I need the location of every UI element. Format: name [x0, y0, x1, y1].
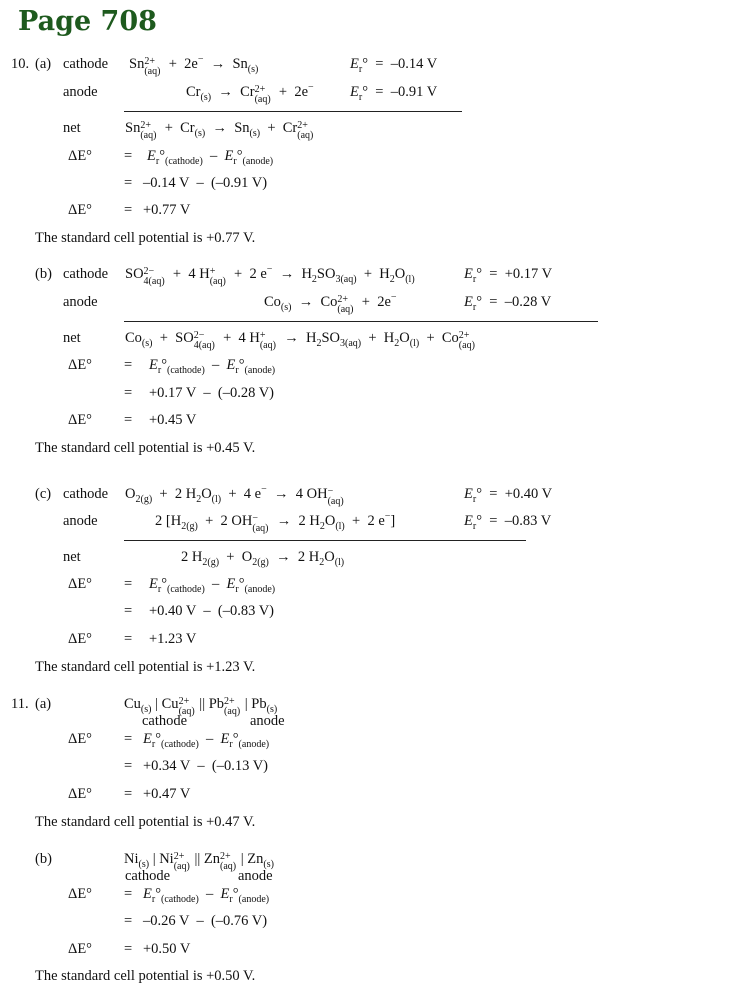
result-value: +0.47 V — [143, 786, 191, 802]
result-value: +1.23 V — [149, 631, 197, 647]
cathode-subscript: (cathode) — [167, 365, 205, 376]
equals-sign: = — [124, 758, 133, 774]
degree-symbol: ° — [161, 576, 168, 592]
er-subscript: r — [233, 156, 237, 167]
er-symbol: E — [220, 731, 230, 747]
anode-under-label: anode — [238, 868, 273, 884]
result-value: +0.45 V — [149, 412, 197, 428]
anode-subscript: (anode) — [242, 156, 274, 167]
er-subscript: r — [472, 302, 477, 313]
degree-symbol: ° — [232, 886, 239, 902]
anode-reduction-potential: $E_r^\circ = -0.91$ V — [350, 84, 438, 103]
conclusion: The standard cell potential is +0.47 V. — [35, 814, 256, 830]
er-subscript: r — [358, 64, 363, 75]
part-label: (a) — [35, 56, 52, 72]
cathode-reduction-potential: $E_r^\circ = -0.14$ V — [350, 56, 438, 75]
part-label: (a) — [35, 696, 52, 712]
anode-subscript: (anode) — [238, 894, 270, 905]
cathode-er-value: +0.17 V — [504, 266, 553, 282]
degree-symbol: ° — [238, 576, 245, 592]
equals-sign: = — [124, 385, 133, 401]
equals-sign: = — [124, 576, 133, 592]
equals-sign: = — [124, 886, 133, 902]
equals-sign: = — [124, 941, 133, 957]
cell-potential-formula: $E_r^\circ_{(cathode)} - E_r^\circ_{(anode)}$ — [147, 148, 274, 167]
er-subscript: r — [157, 365, 162, 376]
degree-symbol: ° — [232, 731, 239, 747]
cathode-subscript: (cathode) — [165, 156, 203, 167]
anode-subscript: (anode) — [244, 584, 276, 595]
cathode-label: cathode — [63, 486, 109, 502]
conclusion: The standard cell potential is +1.23 V. — [35, 659, 256, 675]
anode-reduction-potential: $E_r^\circ = -0.83$ V — [464, 513, 552, 532]
anode-subscript: (anode) — [238, 739, 270, 750]
er-subscript: r — [472, 494, 477, 505]
delta-e-label: ΔE° — [68, 148, 92, 164]
delta-e-label: ΔE° — [68, 412, 92, 428]
anode-label: anode — [63, 84, 98, 100]
result-value: +0.50 V — [143, 941, 191, 957]
equals-sign: = — [124, 202, 133, 218]
cathode-er-value: –0.14 V — [390, 56, 438, 72]
cathode-half-reaction: Sn 2+ (aq) + $2e^- \to Sn_{(s)}$ — [129, 54, 259, 77]
cathode-label: cathode — [63, 266, 109, 282]
sum-rule — [124, 321, 598, 322]
cell-potential-formula: $E_r^\circ_{(cathode)} - E_r^\circ_{(anode)}$ — [143, 886, 270, 905]
anode-half-reaction: $Cr_{(s)} \to Cr$ 2+ (aq) + 2e− — [186, 82, 314, 105]
anode-er-value: –0.83 V — [504, 513, 552, 529]
anode-half-reaction: $Co_{(s)} \to Co$ 2+ (aq) + 2e− — [264, 292, 397, 315]
cathode-reduction-potential: $E_r^\circ = +0.40$ V — [464, 486, 553, 505]
er-symbol: E — [350, 56, 359, 72]
anode-er-value: –0.28 V — [504, 294, 552, 310]
degree-symbol: ° — [362, 56, 369, 72]
er-symbol: E — [149, 357, 158, 373]
equals-sign: = — [124, 786, 133, 802]
cathode-subscript: (cathode) — [161, 894, 199, 905]
anode-reduction-potential: $E_r^\circ = -0.28$ V — [464, 294, 552, 313]
er-subscript: r — [358, 92, 363, 103]
conclusion: The standard cell potential is +0.77 V. — [35, 230, 256, 246]
cell-potential-formula: $E_r^\circ_{(cathode)} - E_r^\circ_{(anode)}$ — [149, 576, 276, 595]
question-number: 10. — [11, 56, 30, 72]
er-symbol: E — [464, 266, 473, 282]
er-symbol: E — [143, 886, 152, 902]
anode-subscript: (anode) — [244, 365, 276, 376]
degree-symbol: ° — [476, 513, 483, 529]
cathode-half-reaction: SO 2− 4(aq) + 4 H + (aq) + 2 $e^- \to H_2SO_{3(aq)} + H_2O_{(l)}$ — [125, 264, 415, 287]
er-subscript: r — [229, 739, 233, 750]
net-reaction: Sn 2+ (aq) + $Cr_{(s)} \to Sn_{(s)} + Cr$ 2+ (aq) — [125, 120, 314, 141]
net-label: net — [63, 330, 81, 346]
anode-er-value: –0.91 V — [390, 84, 438, 100]
er-symbol: E — [149, 576, 158, 592]
anode-label: anode — [63, 294, 98, 310]
equals-sign: = — [124, 357, 133, 373]
part-label: (b) — [35, 266, 52, 282]
net-label: net — [63, 120, 81, 136]
conclusion: The standard cell potential is +0.45 V. — [35, 440, 256, 456]
cathode-half-reaction: $O_{2(g)} + 2$ $H_2O_{(l)} + 4$ e− → 4 OH − (aq) — [125, 484, 344, 507]
delta-e-label: ΔE° — [68, 731, 92, 747]
er-symbol: E — [464, 294, 473, 310]
er-subscript: r — [229, 894, 233, 905]
delta-e-label: ΔE° — [68, 202, 92, 218]
equals-sign: = — [124, 913, 133, 929]
equals-sign: = — [124, 603, 133, 619]
sum-rule — [124, 540, 526, 541]
er-symbol: E — [350, 84, 359, 100]
degree-symbol: ° — [159, 148, 166, 164]
er-symbol: E — [143, 731, 152, 747]
degree-symbol: ° — [476, 486, 483, 502]
cathode-subscript: (cathode) — [161, 739, 199, 750]
net-reaction: 2 $H_{2(g)} + O_{2(g)} \to 2$ $H_2O_{(l)}$ — [181, 549, 345, 568]
equals-sign: = — [124, 148, 133, 164]
degree-symbol: ° — [362, 84, 369, 100]
delta-e-label: ΔE° — [68, 631, 92, 647]
er-subscript: r — [235, 365, 239, 376]
net-reaction: $Co_{(s)}$ + SO 2− 4(aq) + 4 H + (aq) → $H_2SO_{3(aq)} + H_2O_{(l)} + Co$ 2+ (aq) — [125, 330, 475, 351]
substitution: +0.17 V – (–0.28 V) — [149, 385, 274, 401]
er-subscript: r — [157, 584, 162, 595]
equals-sign: = — [124, 175, 133, 191]
delta-e-label: ΔE° — [68, 941, 92, 957]
part-label: (b) — [35, 851, 52, 867]
net-label: net — [63, 549, 81, 565]
er-symbol: E — [226, 357, 236, 373]
er-symbol: E — [226, 576, 236, 592]
degree-symbol: ° — [155, 731, 162, 747]
anode-half-reaction: 2 [$H_{2(g)} + 2$ OH − (aq) → 2 $H_2O_{(l)} + 2$ e−] — [155, 511, 396, 534]
cathode-reduction-potential: $E_r^\circ = +0.17$ V — [464, 266, 553, 285]
er-subscript: r — [151, 894, 156, 905]
er-subscript: r — [151, 739, 156, 750]
equals-sign: = — [124, 412, 133, 428]
er-symbol: E — [224, 148, 234, 164]
degree-symbol: ° — [238, 357, 245, 373]
delta-e-label: ΔE° — [68, 357, 92, 373]
substitution: +0.40 V – (–0.83 V) — [149, 603, 274, 619]
er-symbol: E — [147, 148, 156, 164]
result-value: +0.77 V — [143, 202, 191, 218]
er-subscript: r — [155, 156, 160, 167]
er-subscript: r — [472, 521, 477, 532]
substitution: +0.34 V – (–0.13 V) — [143, 758, 268, 774]
equals-sign: = — [124, 731, 133, 747]
conclusion: The standard cell potential is +0.50 V. — [35, 968, 256, 984]
cathode-er-value: +0.40 V — [504, 486, 553, 502]
degree-symbol: ° — [476, 294, 483, 310]
equals-sign: = — [124, 631, 133, 647]
cathode-under-label: cathode — [142, 713, 188, 729]
degree-symbol: ° — [476, 266, 483, 282]
degree-symbol: ° — [236, 148, 243, 164]
anode-under-label: anode — [250, 713, 285, 729]
er-subscript: r — [472, 274, 477, 285]
cathode-label: cathode — [63, 56, 109, 72]
degree-symbol: ° — [161, 357, 168, 373]
er-symbol: E — [220, 886, 230, 902]
degree-symbol: ° — [155, 886, 162, 902]
cathode-under-label: cathode — [125, 868, 171, 884]
sum-rule — [124, 111, 462, 112]
er-symbol: E — [464, 486, 473, 502]
er-subscript: r — [235, 584, 239, 595]
delta-e-label: ΔE° — [68, 786, 92, 802]
delta-e-label: ΔE° — [68, 576, 92, 592]
part-label: (c) — [35, 486, 52, 502]
anode-label: anode — [63, 513, 98, 529]
cell-notation: $Cu_{(s)}$ | Cu 2+ (aq) || Pb 2+ (aq) | $Pb_{(s)}$ — [124, 696, 278, 717]
page-title: Page 708 — [18, 6, 157, 37]
cell-notation: $Ni_{(s)}$ | Ni 2+ (aq) || Zn 2+ (aq) | $Zn_{(s)}$ — [124, 851, 274, 872]
substitution: –0.26 V – (–0.76 V) — [143, 913, 268, 929]
question-number: 11. — [11, 696, 29, 712]
cathode-subscript: (cathode) — [167, 584, 205, 595]
er-symbol: E — [464, 513, 473, 529]
cell-potential-formula: $E_r^\circ_{(cathode)} - E_r^\circ_{(anode)}$ — [143, 731, 270, 750]
cell-potential-formula: $E_r^\circ_{(cathode)} - E_r^\circ_{(anode)}$ — [149, 357, 276, 376]
delta-e-label: ΔE° — [68, 886, 92, 902]
substitution: –0.14 V – (–0.91 V) — [143, 175, 268, 191]
